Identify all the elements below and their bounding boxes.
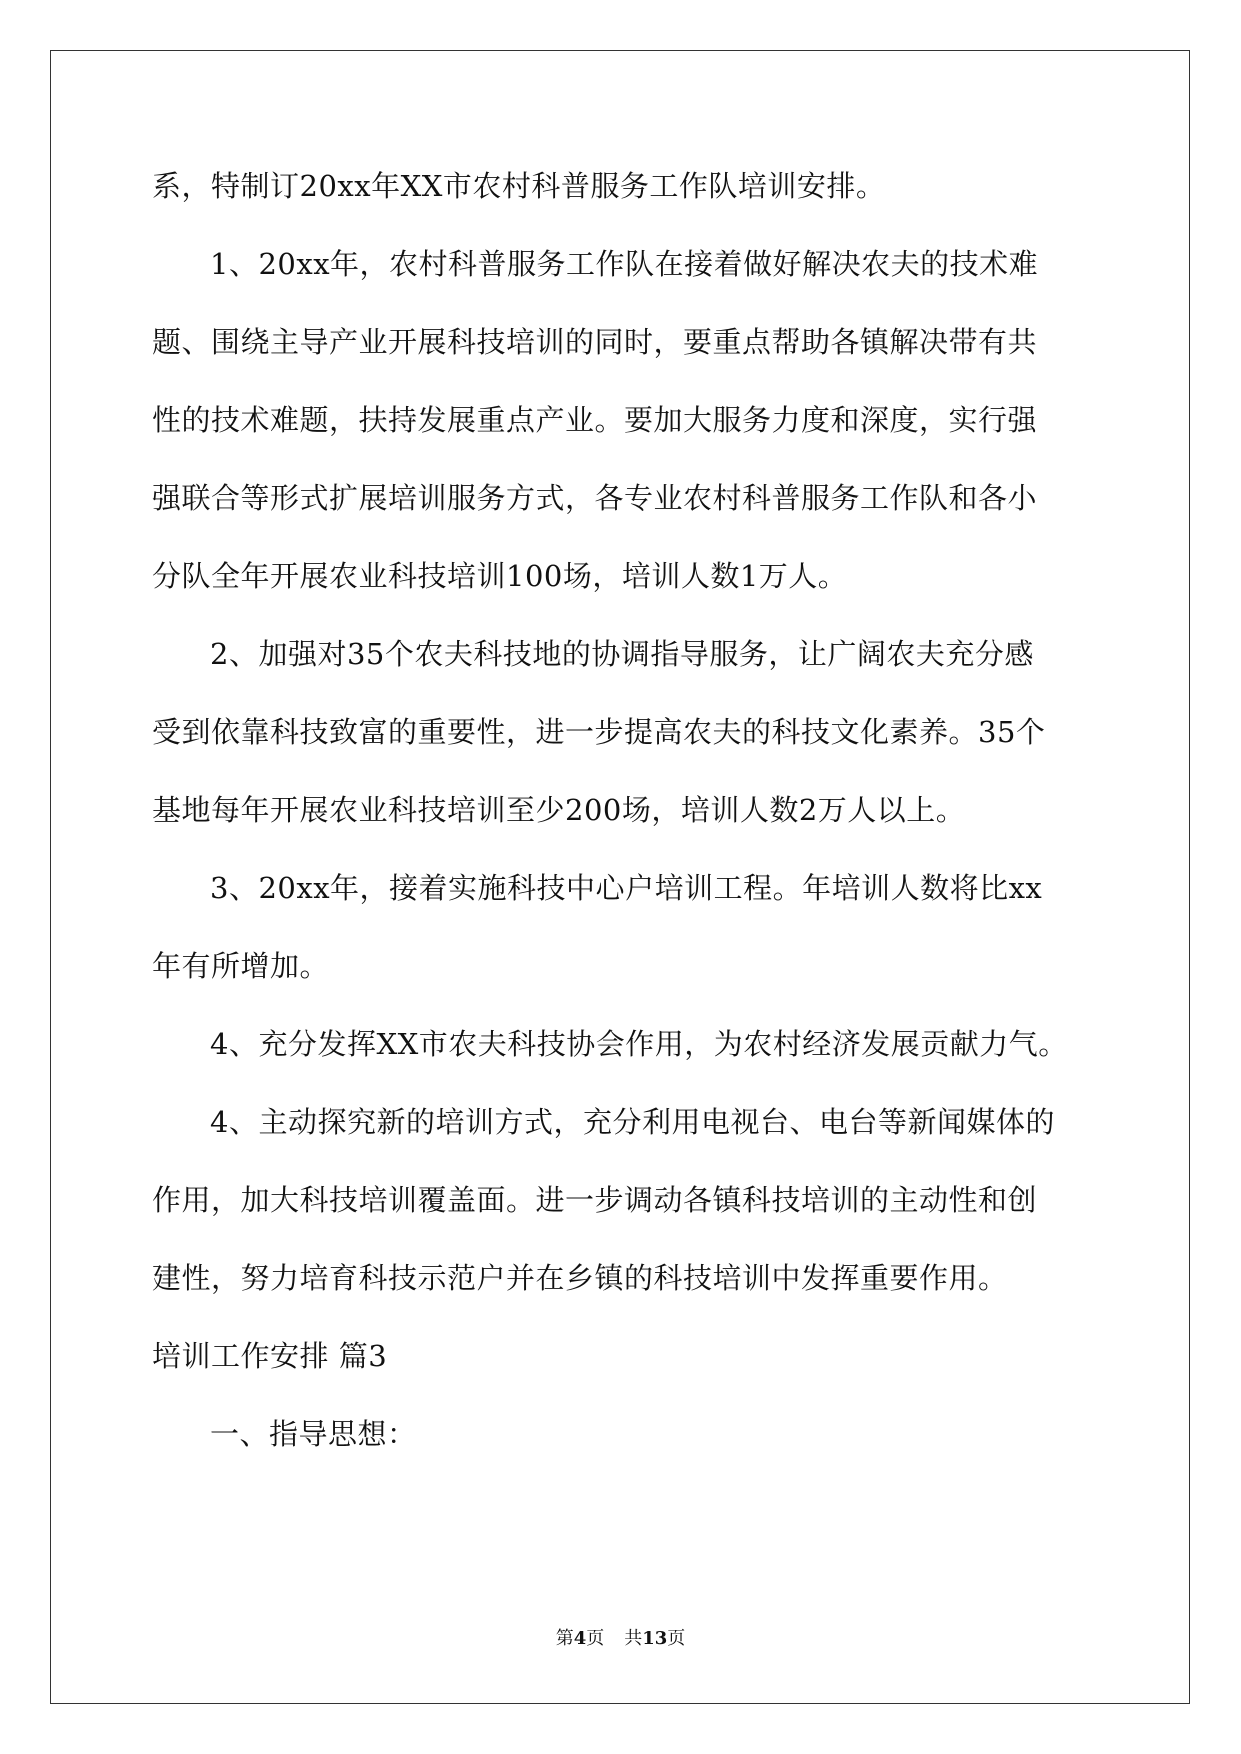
- page-footer: [0, 1624, 1241, 1650]
- text-line: 1、20xx年，农村科普服务工作队在接着做好解决农夫的技术难: [210, 247, 1039, 281]
- text-line: 作用，加大科技培训覆盖面。进一步调动各镇科技培训的主动性和创: [152, 1183, 1038, 1217]
- text-line: 系，特制订20xx年XX市农村科普服务工作队培训安排。: [152, 169, 886, 203]
- text-line: 3、20xx年，接着实施科技中心户培训工程。年培训人数将比xx: [210, 871, 1043, 905]
- current-page-number: 4: [573, 1628, 587, 1649]
- text-line: 基地每年开展农业科技培训至少200场，培训人数2万人以上。: [152, 793, 966, 827]
- page-label-suffix: 页: [586, 1628, 605, 1649]
- text-line: 性的技术难题，扶持发展重点产业。要加大服务力度和深度，实行强: [152, 403, 1038, 437]
- text-line: 年有所增加。: [152, 949, 330, 983]
- text-line: 题、围绕主导产业开展科技培训的同时，要重点帮助各镇解决带有共: [152, 325, 1038, 359]
- text-line: 2、加强对35个农夫科技地的协调指导服务，让广阔农夫充分感: [210, 637, 1034, 671]
- document-body: [152, 160, 1092, 1486]
- text-line: 建性，努力培育科技示范户并在乡镇的科技培训中发挥重要作用。: [152, 1261, 1008, 1295]
- text-line: 受到依靠科技致富的重要性，进一步提高农夫的科技文化素养。35个: [152, 715, 1046, 749]
- total-label-prefix: 共: [624, 1628, 643, 1649]
- total-label-suffix: 页: [667, 1628, 686, 1649]
- text-line: 一、指导思想：: [210, 1417, 417, 1451]
- text-line: 培训工作安排 篇3: [152, 1339, 388, 1373]
- text-line: 4、主动探究新的培训方式，充分利用电视台、电台等新闻媒体的: [210, 1105, 1055, 1139]
- text-line: 4、充分发挥XX市农夫科技协会作用，为农村经济发展贡献力气。: [210, 1027, 1068, 1061]
- page-label-prefix: 第: [555, 1628, 574, 1649]
- text-line: 强联合等形式扩展培训服务方式，各专业农村科普服务工作队和各小: [152, 481, 1038, 515]
- total-pages-number: 13: [642, 1628, 668, 1649]
- text-line: 分队全年开展农业科技培训100场，培训人数1万人。: [152, 559, 848, 593]
